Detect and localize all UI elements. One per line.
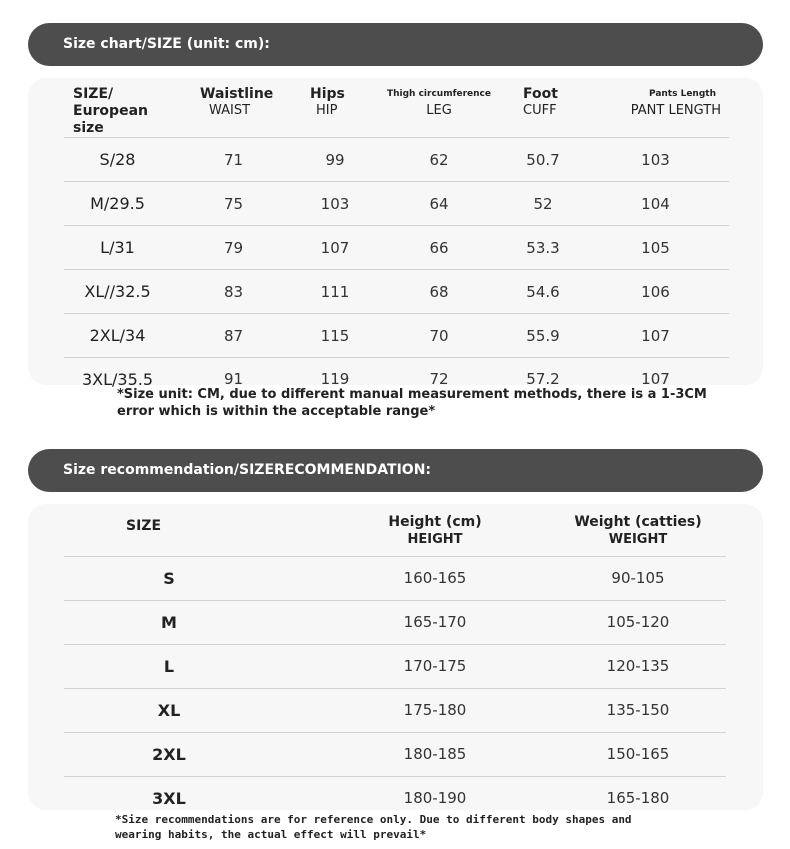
cell-size: 2XL/34 — [64, 314, 171, 358]
cell-pant-length: 107 — [582, 314, 729, 358]
cell-weight: 105-120 — [496, 600, 726, 644]
cell-leg: 72 — [374, 358, 504, 401]
header-weight-line2: WEIGHT — [608, 532, 668, 547]
cell-rec-size: M — [64, 600, 274, 644]
cell-height: 165-170 — [274, 600, 496, 644]
table-row — [64, 556, 726, 600]
header-height-line1: Height (cm) — [388, 514, 482, 530]
header-pant-length-line1: Pants Length — [648, 89, 716, 99]
table-row — [64, 138, 729, 182]
header-rec-size — [64, 510, 274, 556]
cell-size: L/31 — [64, 226, 171, 270]
cell-pant-length: 106 — [582, 270, 729, 314]
cell-pant-length: 104 — [582, 182, 729, 226]
recommendation-header-row — [64, 510, 726, 556]
cell-height: 180-190 — [274, 776, 496, 820]
cell-size: 3XL/35.5 — [64, 358, 171, 401]
cell-height: 170-175 — [274, 644, 496, 688]
table-row — [64, 732, 726, 776]
cell-hip: 107 — [296, 226, 374, 270]
header-leg-line1: Thigh circumference — [386, 89, 491, 99]
header-height-line2: HEIGHT — [407, 532, 463, 547]
table-row — [64, 270, 729, 314]
cell-height: 160-165 — [274, 556, 496, 600]
header-pant-length-line2: PANT LENGTH — [630, 103, 721, 118]
cell-rec-size: 3XL — [64, 776, 274, 820]
header-leg-line2: LEG — [426, 103, 452, 118]
size-chart-note: *Size unit: CM, due to different manual measurement methods, there is a 1-3CM error which is within the acceptable range* — [117, 387, 707, 419]
recommendation-banner — [28, 449, 763, 492]
size-chart-title: Size chart/SIZE (unit: cm): — [63, 36, 270, 52]
header-size — [64, 83, 171, 138]
table-row — [64, 600, 726, 644]
header-pant-length — [582, 83, 729, 138]
size-chart-table — [64, 83, 729, 401]
recommendation-title: Size recommendation/SIZERECOMMENDATION: — [63, 462, 432, 478]
cell-weight: 165-180 — [496, 776, 726, 820]
cell-waist: 71 — [171, 138, 296, 182]
cell-pant-length: 107 — [582, 358, 729, 401]
header-weight — [496, 510, 726, 556]
cell-waist: 87 — [171, 314, 296, 358]
table-row — [64, 182, 729, 226]
recommendation-note: *Size recommendations are for reference only. Due to different body shapes and wearing habits, the actual effect will prevail* — [115, 813, 632, 841]
header-weight-line1: Weight (catties) — [574, 514, 702, 530]
cell-size: XL//32.5 — [64, 270, 171, 314]
size-chart-banner — [28, 23, 763, 66]
cell-weight: 150-165 — [496, 732, 726, 776]
table-row — [64, 314, 729, 358]
header-height — [274, 510, 496, 556]
header-hip-line2: HIP — [316, 103, 338, 118]
cell-rec-size: L — [64, 644, 274, 688]
cell-weight: 135-150 — [496, 688, 726, 732]
cell-hip: 111 — [296, 270, 374, 314]
cell-cuff: 57.2 — [504, 358, 582, 401]
recommendation-table — [64, 510, 726, 820]
table-row — [64, 644, 726, 688]
cell-weight: 90-105 — [496, 556, 726, 600]
cell-cuff: 53.3 — [504, 226, 582, 270]
table-row — [64, 688, 726, 732]
cell-hip: 99 — [296, 138, 374, 182]
cell-cuff: 50.7 — [504, 138, 582, 182]
cell-height: 180-185 — [274, 732, 496, 776]
cell-hip: 103 — [296, 182, 374, 226]
header-hip-line1: Hips — [310, 86, 345, 102]
cell-pant-length: 103 — [582, 138, 729, 182]
cell-hip: 115 — [296, 314, 374, 358]
cell-leg: 68 — [374, 270, 504, 314]
cell-waist: 91 — [171, 358, 296, 401]
header-leg — [374, 83, 504, 138]
cell-waist: 79 — [171, 226, 296, 270]
size-chart-header-row — [64, 83, 729, 138]
cell-waist: 75 — [171, 182, 296, 226]
cell-cuff: 52 — [504, 182, 582, 226]
cell-cuff: 54.6 — [504, 270, 582, 314]
cell-height: 175-180 — [274, 688, 496, 732]
cell-leg: 64 — [374, 182, 504, 226]
cell-leg: 66 — [374, 226, 504, 270]
header-hip — [296, 83, 374, 138]
cell-size: M/29.5 — [64, 182, 171, 226]
cell-leg: 62 — [374, 138, 504, 182]
header-size-line2: European size — [73, 103, 148, 136]
table-row — [64, 226, 729, 270]
header-rec-size-line1: SIZE — [126, 518, 162, 534]
cell-rec-size: 2XL — [64, 732, 274, 776]
header-waist — [171, 83, 296, 138]
cell-leg: 70 — [374, 314, 504, 358]
cell-rec-size: XL — [64, 688, 274, 732]
cell-hip: 119 — [296, 358, 374, 401]
header-cuff — [504, 83, 582, 138]
cell-waist: 83 — [171, 270, 296, 314]
cell-size: S/28 — [64, 138, 171, 182]
header-waist-line2: WAIST — [209, 103, 251, 118]
header-cuff-line1: Foot — [523, 86, 558, 102]
header-cuff-line2: CUFF — [523, 103, 557, 118]
header-size-line1: SIZE/ — [73, 86, 114, 102]
cell-weight: 120-135 — [496, 644, 726, 688]
cell-rec-size: S — [64, 556, 274, 600]
cell-pant-length: 105 — [582, 226, 729, 270]
cell-cuff: 55.9 — [504, 314, 582, 358]
header-waist-line1: Waistline — [200, 86, 274, 102]
